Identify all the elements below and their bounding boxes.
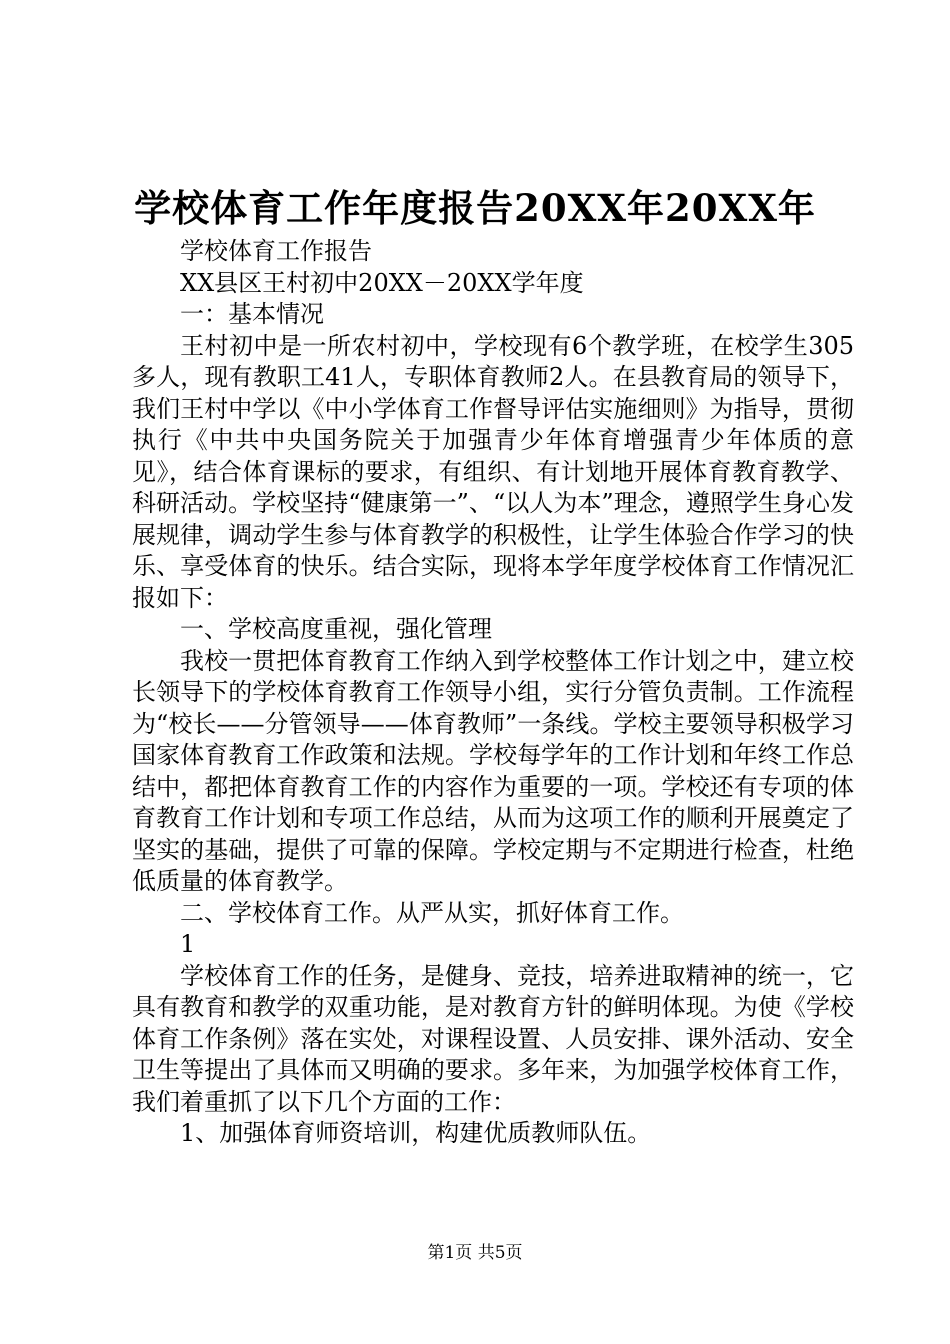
document-title: 学校体育工作年度报告20XX年20XX年 [134,186,816,230]
subsection-1-heading: 1、加强体育师资培训，构建优质教师队伍。 [180,1119,652,1147]
pe-task-paragraph: 学校体育工作的任务，是健身、竞技，培养进取精神的统一，它具有教育和教学的双重功能，是对教育方针的鲜明体现。为使《学校体育工作条例》落在实处，对课程设置、人员安排、课外活动、安全卫生等提出了具体而又明确的要求。多年来，为加强学校体育工作，我们着重抓了以下几个方面的工作： [132,961,854,1116]
report-heading: 学校体育工作报告 [180,237,372,265]
management-paragraph: 我校一贯把体育教育工作纳入到学校整体工作计划之中，建立校长领导下的学校体育教育工作领导小组，实行分管负责制。工作流程为“校长——分管领导——体育教师”一条线。学校主要领导积极学习国家体育教育工作政策和法规。学校每学年的工作计划和年终工作总结中，都把体育教育工作的内容作为重要的一项。学校还有专项的体育教育工作计划和专项工作总结，从而为这项工作的顺利开展奠定了坚实的基础，提供了可靠的保障。学校定期与不定期进行检查，杜绝低质量的体育教学。 [132,646,854,895]
inline-page-number: 1 [180,930,196,958]
section-basic-heading: 一：基本情况 [180,300,324,328]
basic-info-paragraph: 王村初中是一所农村初中，学校现有6个教学班，在校学生305多人，现有教职工41人，专职体育教师2人。在县教育局的领导下，我们王村中学以《中小学体育工作督导评估实施细则》为指导，贯彻执行《中共中央国务院关于加强青少年体育增强青少年体质的意见》，结合体育课标的要求，有组织、有计划地开展体育教育教学、科研活动。学校坚持“健康第一”、“以人为本”理念，遵照学生身心发展规律，调动学生参与体育教学的积极性，让学生体验合作学习的快乐、享受体育的快乐。结合实际，现将本学年度学校体育工作情况汇报如下： [132,331,854,612]
section-1-heading: 一、学校高度重视，强化管理 [180,615,492,643]
document-body [132,236,854,1150]
school-year-line: XX县区王村初中20XX－20XX学年度 [180,268,584,297]
page-footer: 第1页 共5页 [427,1243,523,1263]
section-2-heading: 二、学校体育工作。从严从实，抓好体育工作。 [180,898,684,927]
